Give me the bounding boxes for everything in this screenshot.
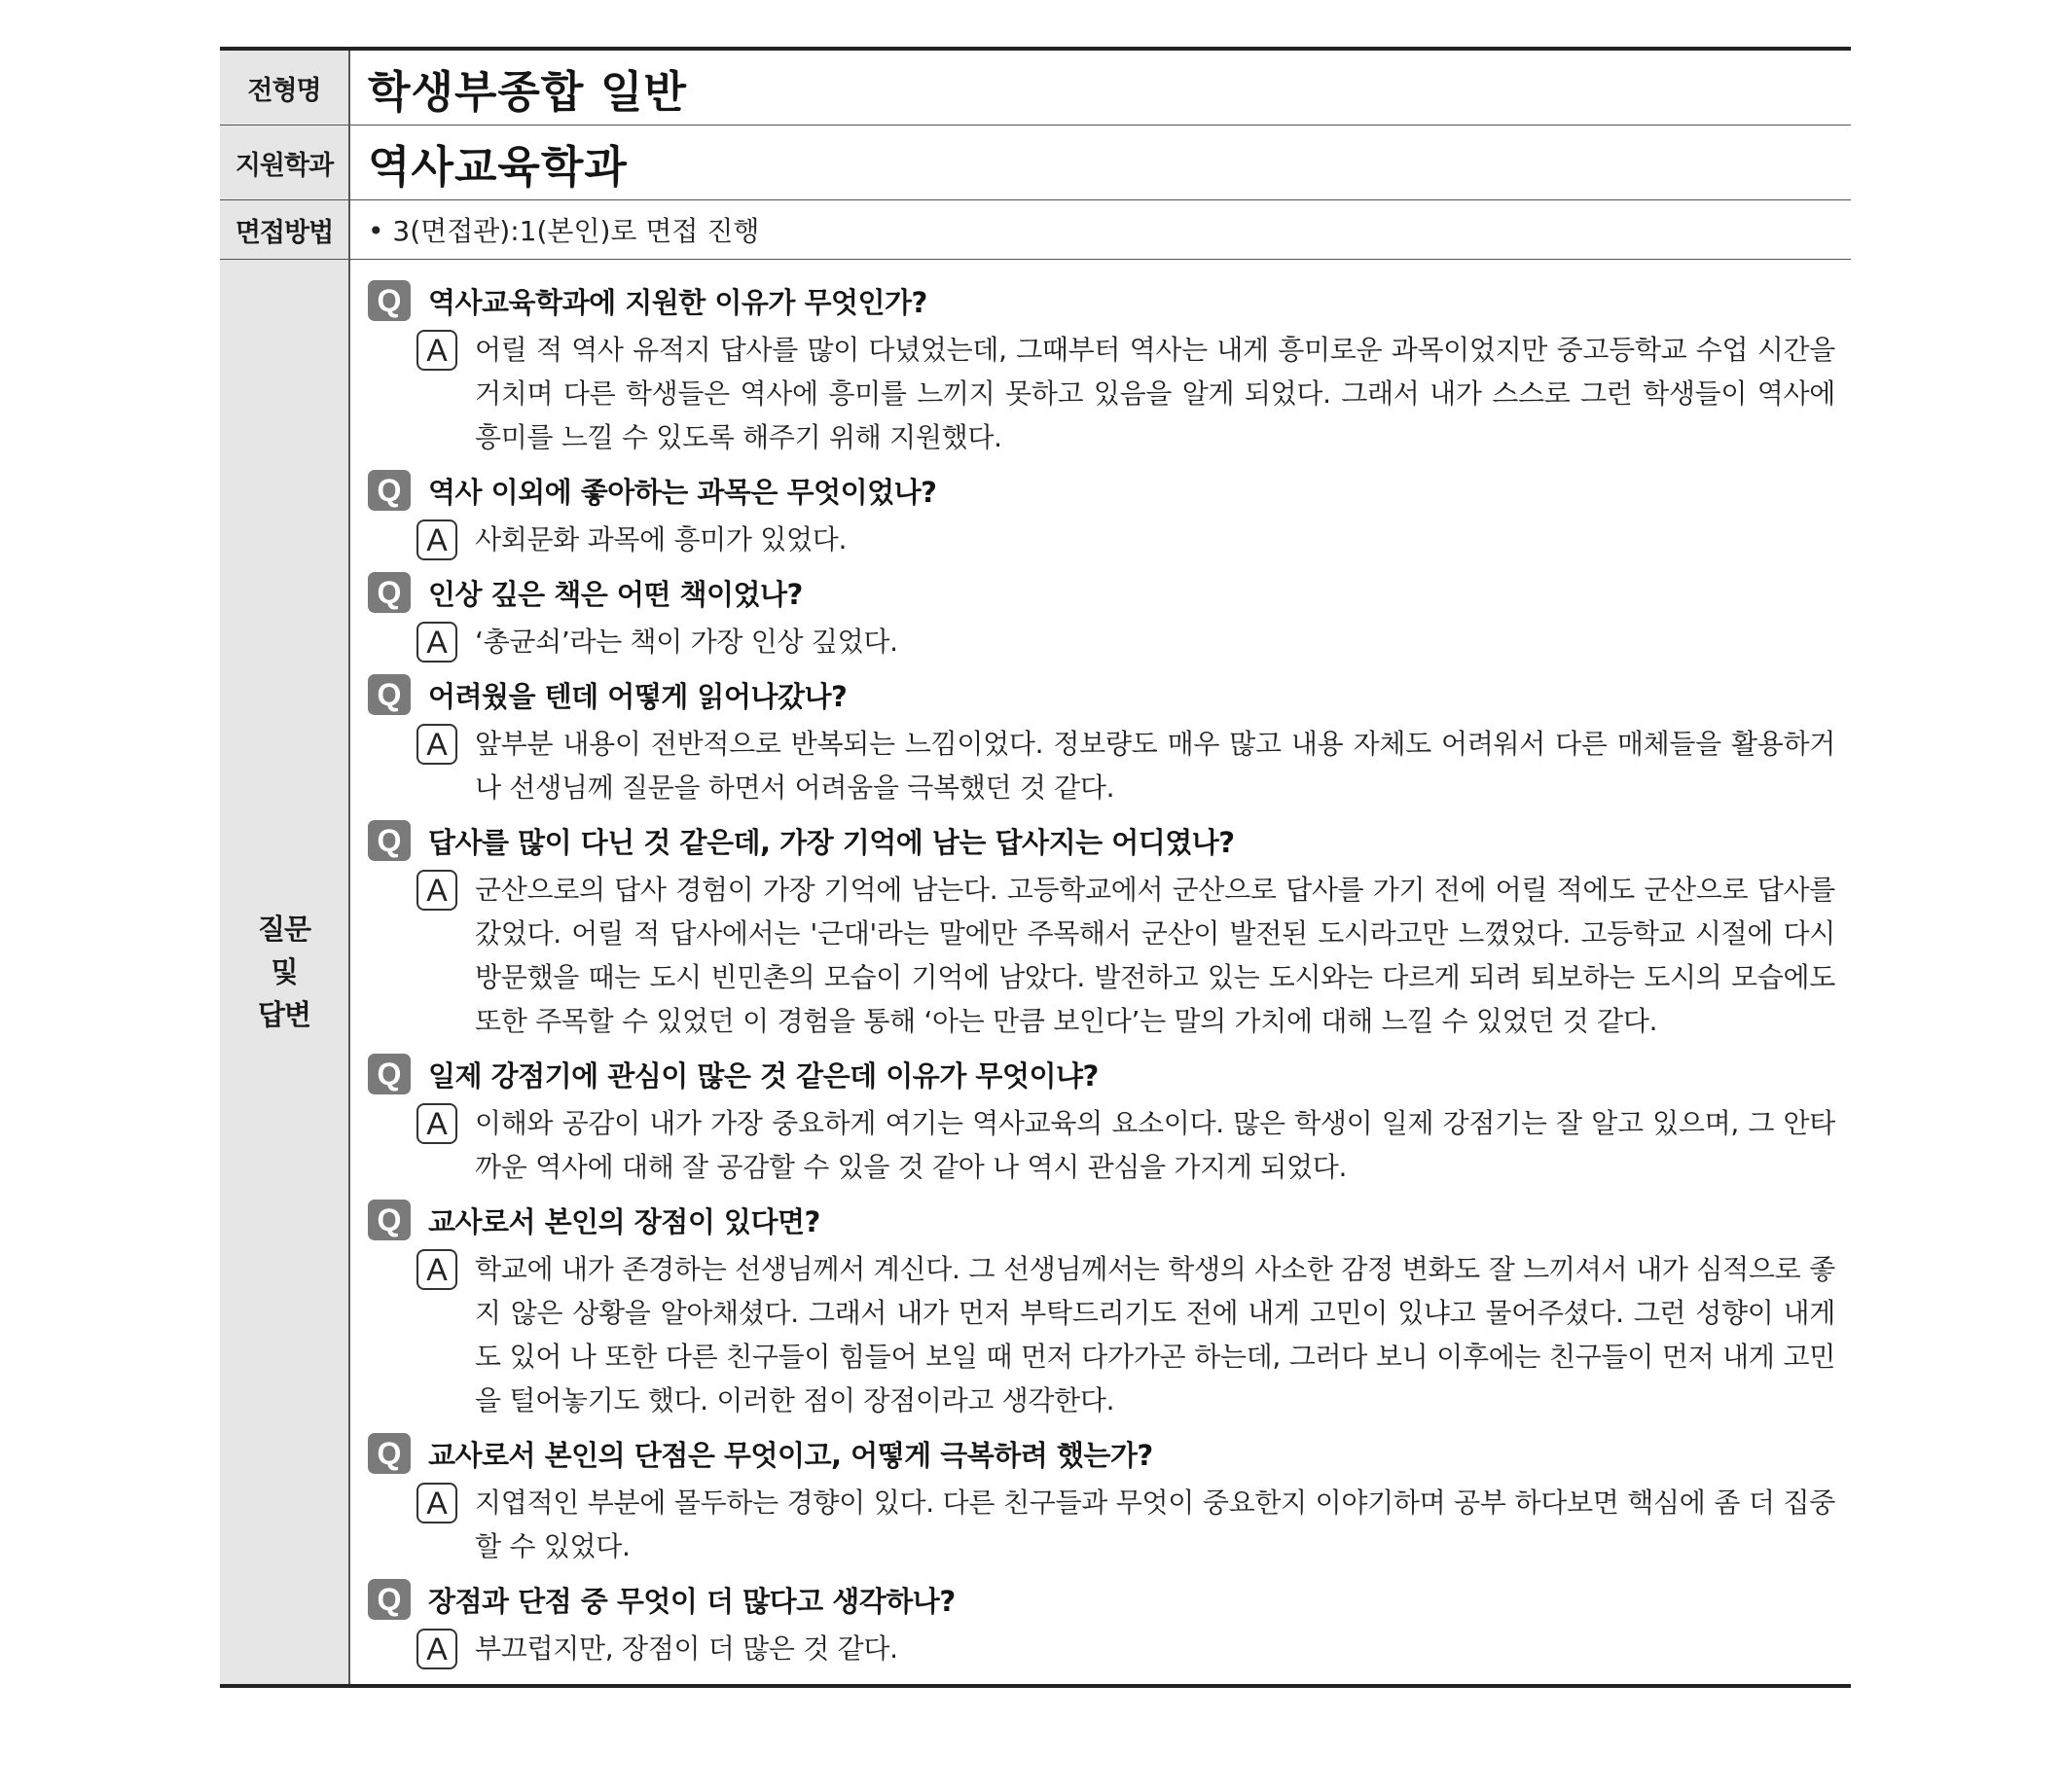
question-item [368, 1051, 1835, 1097]
admission-type-label: 전형명 [220, 51, 350, 125]
qa-row [220, 260, 1851, 1684]
admission-type-row [220, 51, 1851, 125]
department-row [220, 125, 1851, 200]
answer-text: 학교에 내가 존경하는 선생님께서 계신다. 그 선생님께서는 학생의 사소한 감정 변화도 잘 느끼셔서 내가 심적으로 좋지 않은 상황을 알아채셨다. 그래서 내가 먼저 부탁드리기도 전에 내게 고민이 있냐고 물어주셨다. 그런 성향이 내게도 있어 나 또한 다른 친구들이 힘들어 보일 때 먼저 다가가곤 하는데, 그러다 보니 이후에는 친구들이 먼저 내게 고민을 털어놓기도 했다. 이러한 점이 장점이라고 생각한다. [475, 1253, 1835, 1416]
department-value: 역사교육학과 [368, 140, 628, 193]
interview-method-label: 면접방법 [220, 200, 350, 259]
answer-badge-icon: A [416, 330, 457, 371]
question-item [368, 277, 1835, 324]
answer-text: 지엽적인 부분에 몰두하는 경향이 있다. 다른 친구들과 무엇이 중요한지 이야기하며 공부 하다보면 핵심에 좀 더 집중할 수 있었다. [475, 1487, 1835, 1562]
question-text: 장점과 단점 중 무엇이 더 많다고 생각하나? [428, 1584, 956, 1618]
question-item [368, 1430, 1835, 1477]
question-text: 답사를 많이 다닌 것 같은데, 가장 기억에 남는 답사지는 어디였나? [428, 825, 1235, 859]
question-item [368, 569, 1835, 616]
answer-item [416, 328, 1835, 459]
question-badge-icon: Q [368, 1579, 411, 1620]
admission-type-value: 학생부종합 일반 [368, 65, 687, 118]
question-badge-icon: Q [368, 280, 411, 321]
answer-text: 이해와 공감이 내가 가장 중요하게 여기는 역사교육의 요소이다. 많은 학생이 일제 강점기는 잘 알고 있으며, 그 안타까운 역사에 대해 잘 공감할 수 있을 것 같아 나 역시 관심을 가지게 되었다. [475, 1107, 1835, 1183]
answer-item [416, 1101, 1835, 1189]
question-text: 교사로서 본인의 장점이 있다면? [428, 1204, 820, 1238]
admission-type-cell [350, 51, 1851, 125]
answer-item [416, 1481, 1835, 1568]
question-item [368, 817, 1835, 864]
question-text: 역사교육학과에 지원한 이유가 무엇인가? [428, 285, 927, 319]
question-text: 일제 강점기에 관심이 많은 것 같은데 이유가 무엇이냐? [428, 1058, 1099, 1093]
interview-sheet [220, 47, 1851, 1688]
question-text: 역사 이외에 좋아하는 과목은 무엇이었나? [428, 475, 937, 509]
answer-badge-icon: A [416, 724, 457, 765]
answer-text: 앞부분 내용이 전반적으로 반복되는 느낌이었다. 정보량도 매우 많고 내용 자체도 어려워서 다른 매체들을 활용하거나 선생님께 질문을 하면서 어려움을 극복했던 것 같다. [475, 728, 1835, 804]
answer-badge-icon: A [416, 1103, 457, 1144]
answer-text: ‘총균쇠’라는 책이 가장 인상 깊었다. [475, 626, 898, 658]
department-cell [350, 125, 1851, 199]
answer-item [416, 518, 1835, 561]
question-badge-icon: Q [368, 572, 411, 613]
question-item [368, 467, 1835, 514]
interview-method-cell [350, 200, 1851, 259]
answer-badge-icon: A [416, 1249, 457, 1290]
qa-label-line: 답변 [257, 998, 311, 1031]
answer-item [416, 620, 1835, 663]
answer-badge-icon: A [416, 622, 457, 663]
answer-item [416, 1627, 1835, 1670]
question-text: 어려웠을 텐데 어떻게 읽어나갔나? [428, 679, 848, 713]
answer-badge-icon: A [416, 520, 457, 560]
answer-badge-icon: A [416, 870, 457, 911]
answer-item [416, 868, 1835, 1043]
answer-text: 부끄럽지만, 장점이 더 많은 것 같다. [475, 1632, 898, 1665]
question-item [368, 671, 1835, 718]
question-badge-icon: Q [368, 820, 411, 861]
question-badge-icon: Q [368, 1433, 411, 1474]
answer-text: 사회문화 과목에 흥미가 있었다. [475, 523, 848, 556]
qa-list [350, 260, 1851, 1684]
qa-section-label [220, 260, 350, 1684]
answer-badge-icon: A [416, 1629, 457, 1669]
question-text: 교사로서 본인의 단점은 무엇이고, 어떻게 극복하려 했는가? [428, 1438, 1153, 1472]
answer-text: 어릴 적 역사 유적지 답사를 많이 다녔었는데, 그때부터 역사는 내게 흥미로운 과목이었지만 중고등학교 수업 시간을 거치며 다른 학생들은 역사에 흥미를 느끼지 못하고 있음을 알게 되었다. 그래서 내가 스스로 그런 학생들이 역사에 흥미를 느낄 수 있도록 해주기 위해 지원했다. [475, 334, 1835, 453]
department-label: 지원학과 [220, 125, 350, 199]
qa-label-line: 질문 [257, 913, 311, 946]
question-badge-icon: Q [368, 1200, 411, 1240]
question-badge-icon: Q [368, 1054, 411, 1094]
answer-badge-icon: A [416, 1483, 457, 1523]
answer-text: 군산으로의 답사 경험이 가장 기억에 남는다. 고등학교에서 군산으로 답사를 가기 전에 어릴 적에도 군산으로 답사를 갔었다. 어릴 적 답사에서는 '근대'라는 말에만 주목해서 군산이 발전된 도시라고만 느꼈었다. 고등학교 시절에 다시 방문했을 때는 도시 빈민촌의 모습이 기억에 남았다. 발전하고 있는 도시와는 다르게 되려 퇴보하는 도시의 모습에도 또한 주목할 수 있었던 이 경험을 통해 ‘아는 만큼 보인다’는 말의 가치에 대해 느낄 수 있었던 것 같다. [475, 874, 1835, 1037]
question-badge-icon: Q [368, 470, 411, 511]
question-text: 인상 깊은 책은 어떤 책이었나? [428, 577, 803, 611]
question-badge-icon: Q [368, 674, 411, 715]
qa-label-line: 및 [271, 955, 298, 988]
interview-method-value: • 3(면접관):1(본인)로 면접 진행 [368, 215, 760, 247]
question-item [368, 1197, 1835, 1243]
interview-method-row [220, 200, 1851, 260]
answer-item [416, 722, 1835, 809]
answer-item [416, 1247, 1835, 1422]
question-item [368, 1576, 1835, 1623]
